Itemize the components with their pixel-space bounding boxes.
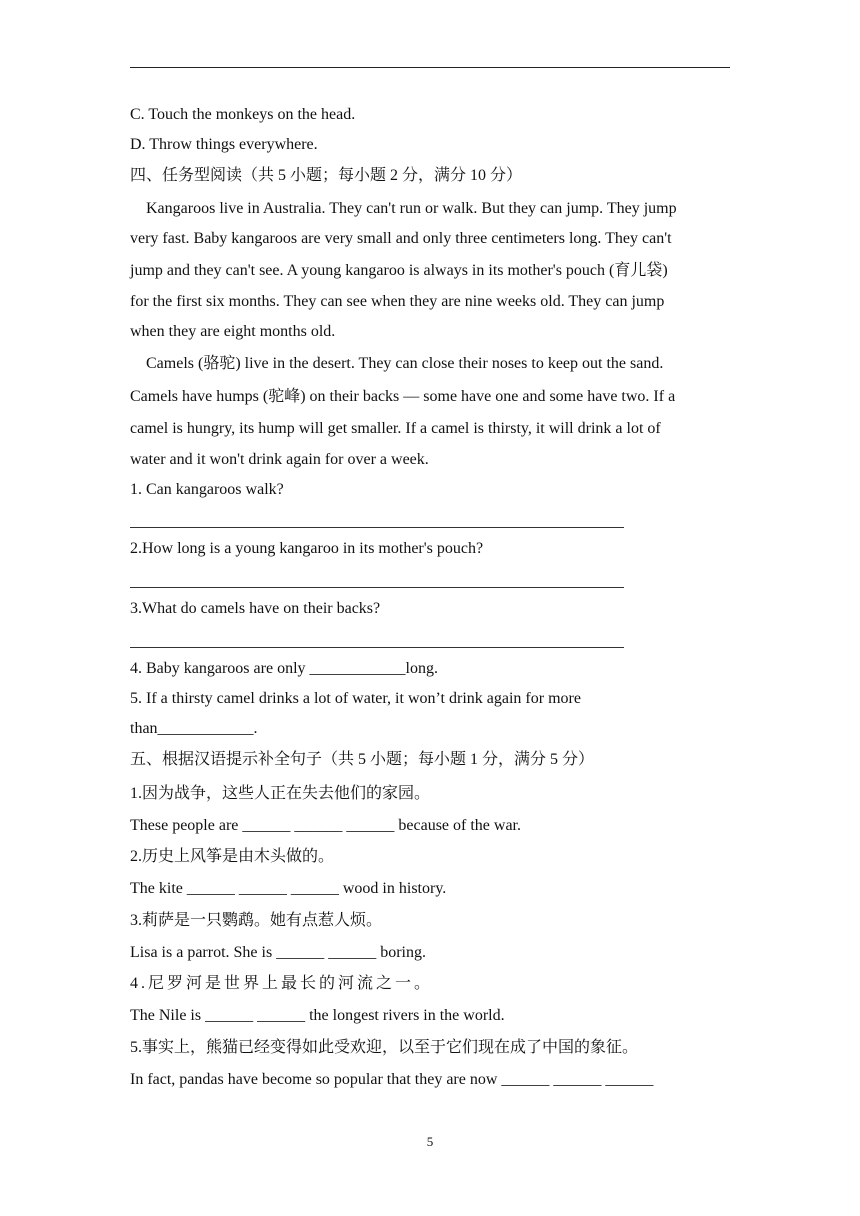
passage-line: for the first six months. They can see when they are nine weeks old. They can jump xyxy=(130,293,665,310)
item-zh: 1.因为战争，这些人正在失去他们的家园。 xyxy=(130,785,431,802)
question-1: 1. Can kangaroos walk? xyxy=(130,481,284,498)
item-en: These people are ______ ______ ______ because of the war. xyxy=(130,817,521,834)
option-d: D. Throw things everywhere. xyxy=(130,136,318,153)
item-en: The Nile is ______ ______ the longest rivers in the world. xyxy=(130,1007,505,1024)
item-en: In fact, pandas have become so popular that they are now ______ ______ ______ xyxy=(130,1071,654,1088)
option-c: C. Touch the monkeys on the head. xyxy=(130,106,356,123)
passage-line: Camels (骆驼) live in the desert. They can close their noses to keep out the sand. xyxy=(146,355,664,372)
question-3: 3.What do camels have on their backs? xyxy=(130,600,381,617)
question-5-cont: than____________. xyxy=(130,720,258,737)
passage-line: Camels have humps (驼峰) on their backs — some have one and some have two. If a xyxy=(130,388,676,405)
header-rule xyxy=(130,67,730,68)
answer-line-1[interactable] xyxy=(130,527,624,528)
page-number: 5 xyxy=(426,1134,434,1149)
question-5: 5. If a thirsty camel drinks a lot of water, it won’t drink again for more xyxy=(130,690,581,707)
question-4: 4. Baby kangaroos are only ____________long. xyxy=(130,660,438,677)
answer-line-2[interactable] xyxy=(130,587,624,588)
passage-line: when they are eight months old. xyxy=(130,323,336,340)
item-zh: 5.事实上，熊猫已经变得如此受欢迎，以至于它们现在成了中国的象征。 xyxy=(130,1039,639,1056)
item-zh: 3.莉萨是一只鹦鹉。她有点惹人烦。 xyxy=(130,912,383,929)
item-zh: 4.尼罗河是世界上最长的河流之一。 xyxy=(130,975,434,992)
passage-line: jump and they can't see. A young kangaroo is always in its mother's pouch (育儿袋) xyxy=(130,262,668,279)
item-en: Lisa is a parrot. She is ______ ______ boring. xyxy=(130,944,426,961)
section5-heading: 五、根据汉语提示补全句子（共 5 小题；每小题 1 分，满分 5 分） xyxy=(130,751,595,768)
section4-heading: 四、任务型阅读（共 5 小题；每小题 2 分，满分 10 分） xyxy=(130,167,523,184)
item-zh: 2.历史上风筝是由木头做的。 xyxy=(130,848,335,865)
passage-line: Kangaroos live in Australia. They can't run or walk. But they can jump. They jump xyxy=(146,200,677,217)
passage-line: camel is hungry, its hump will get smaller. If a camel is thirsty, it will drink a lot of xyxy=(130,420,661,437)
passage-line: very fast. Baby kangaroos are very small and only three centimeters long. They can't xyxy=(130,230,672,247)
item-en: The kite ______ ______ ______ wood in history. xyxy=(130,880,447,897)
question-2: 2.How long is a young kangaroo in its mother's pouch? xyxy=(130,540,484,557)
answer-line-3[interactable] xyxy=(130,647,624,648)
passage-line: water and it won't drink again for over a week. xyxy=(130,451,429,468)
